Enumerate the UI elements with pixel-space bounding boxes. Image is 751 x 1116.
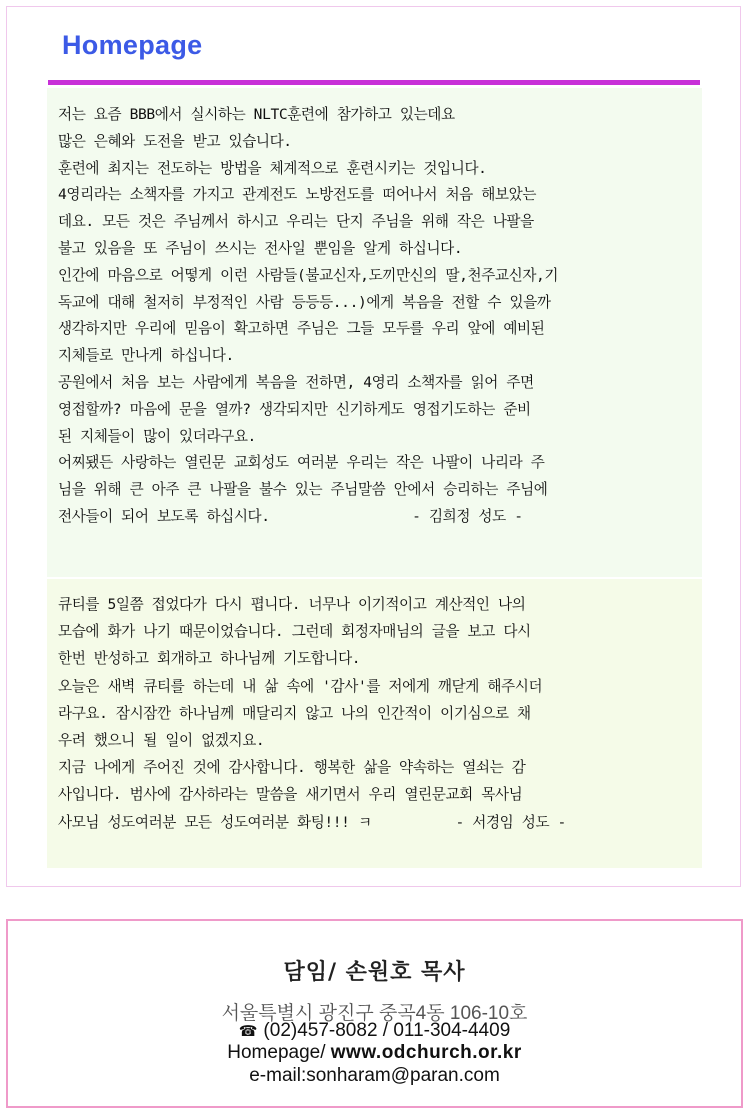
post-line: 영접할까? 마음에 문을 열까? 생각되지만 신기하게도 영접기도하는 준비 [58,400,531,418]
homepage-line [8,1042,741,1064]
page-title: Homepage [62,30,203,60]
post-line: 지금 나에게 주어진 것에 감사합니다. 행복한 삶을 약속하는 열쇠는 감 [58,759,526,777]
post-line: 오늘은 새벽 큐티를 하는데 내 삶 속에 '감사'를 저에게 깨닫게 해주시더 [58,677,543,695]
post-line: 생각하지만 우리에 믿음이 확고하면 주님은 그들 모두를 우리 앞에 예비된 [58,320,545,338]
post-line: 전사들이 되어 보도록 하십시다. - 김희정 성도 - [58,507,523,525]
post-line: 큐티를 5일쯤 접었다가 다시 폅니다. 너무나 이기적이고 계산적인 나의 [58,596,526,613]
post-line: 많은 은혜와 도전을 받고 있습니다. [58,132,292,150]
post-line: 불고 있음을 또 주님이 쓰시는 전사일 뿐임을 알게 하십니다. [58,239,463,257]
post-line: 공원에서 처음 보는 사람에게 복음을 전하면, 4영리 소책자를 읽어 주면 [58,373,534,391]
post-line: 지체들로 만나게 하십니다. [58,347,234,365]
telephone-icon: ☎ [238,1023,258,1040]
post-line: 사모님 성도여러분 모든 성도여러분 화팅!!! ㅋ - 서경임 성도 - [58,813,566,831]
post-line: 된 지체들이 많이 있더라구요. [58,427,256,445]
homepage-label: Homepage/ [227,1042,326,1063]
post-line: 데요. 모든 것은 주님께서 하시고 우리는 단지 주님을 위해 작은 나팔을 [58,213,534,231]
post-line: 4영리라는 소책자를 가지고 관계전도 노방전도를 떠어나서 처음 해보았는 [58,186,537,204]
phone-line [8,1020,741,1042]
post-line: 우려 했으니 될 일이 없겠지요. [58,732,265,750]
post-line: 님을 위해 큰 아주 큰 나팔을 불수 있는 주님말씀 안에서 승리하는 주님에 [58,481,548,499]
homepage-link[interactable]: www.odchurch.or.kr [330,1042,522,1063]
post-line: 인간에 마음으로 어떻게 이런 사람들(불교신자,도끼만신의 딸,천주교신자,기 [58,266,559,284]
post-kim-heejung [47,88,702,577]
post-line: 사입니다. 범사에 감사하라는 말씀을 새기면서 우리 열린문교회 목사님 [58,786,523,804]
post-line: 라구요. 잠시잠깐 하나님께 매달리지 않고 나의 인간적이 이기심으로 채 [58,704,531,722]
post-seo-gyeongim [47,579,702,868]
pastor-name: 담임/ 손원호 목사 [283,960,466,985]
post-line: 독교에 대해 철저히 부정적인 사람 등등등...)에게 복음을 전할 수 있을까 [58,293,551,311]
post-line: 저는 요즘 BBB에서 실시하는 NLTC훈련에 참가하고 있는데요 [58,106,455,123]
church-address: 서울특별시 광진구 중곡4동 106-10호 [221,1003,528,1024]
post-line: 한번 반성하고 회개하고 하나님께 기도합니다. [58,650,361,668]
post-line: 어찌됐든 사랑하는 열린문 교회성도 여러분 우리는 작은 나팔이 나리라 주 [58,454,545,472]
post-line: 훈련에 최지는 전도하는 방법을 체계적으로 훈련시키는 것입니다. [58,159,487,177]
title-divider [48,80,700,85]
church-info-box [6,919,743,1108]
post-line: 모습에 화가 나기 때문이었습니다. 그런데 회정자매님의 글을 보고 다시 [58,623,531,641]
phone-numbers: (02)457-8082 / 011-304-4409 [263,1020,511,1041]
email-address[interactable]: e-mail:sonharam@paran.com [249,1065,500,1086]
